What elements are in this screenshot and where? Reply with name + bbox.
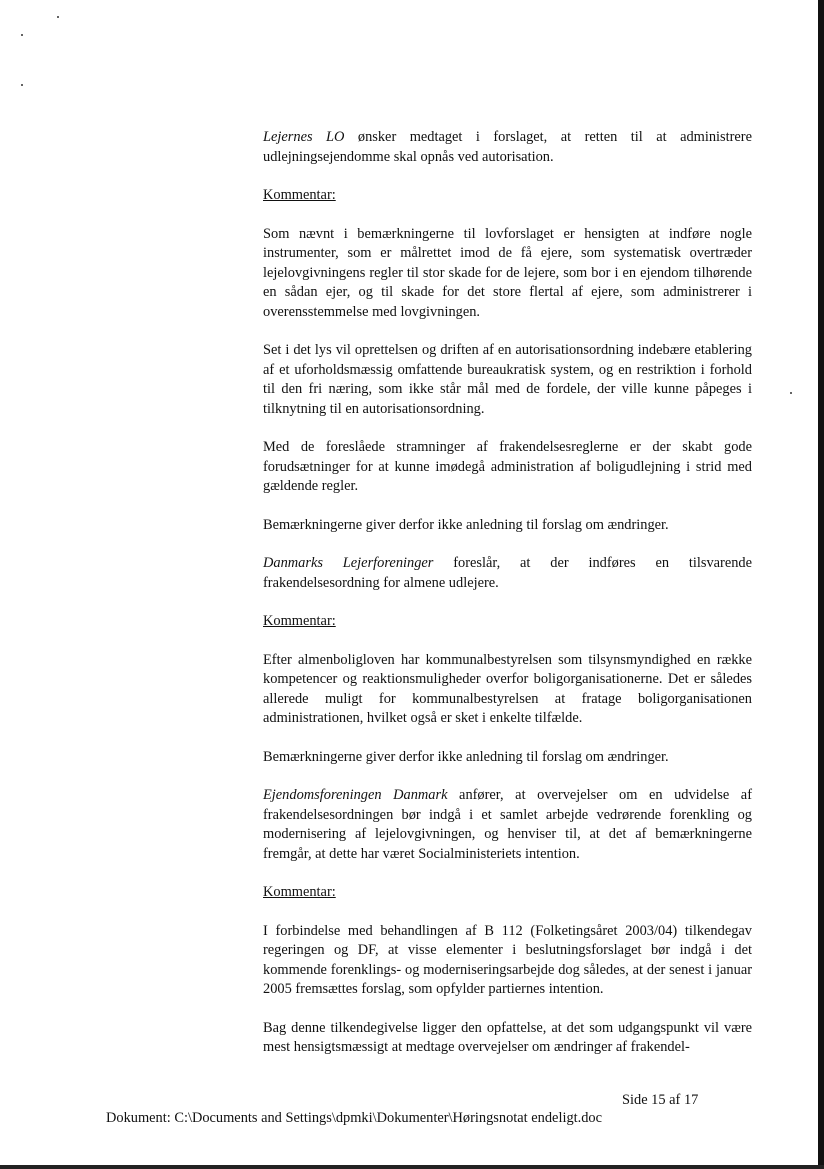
body-paragraph xyxy=(263,748,752,768)
scan-speck xyxy=(21,84,23,86)
section-heading: Kommentar: xyxy=(263,884,336,900)
body-paragraph xyxy=(263,922,752,1000)
paragraph-text: Som nævnt i bemærkningerne til lovforslaget er hensigten at indføre nogle instrumenter, som er målrettet imod de få ejere, som systematisk overtræder lejelovgivningens regler til stor skade for de lejere, som bor i en ejendom tilhørende en sådan ejer, og til skade for det store flertal af ejere, som administrerer i overensstemmelse med lovgivningen. xyxy=(263,225,752,320)
body-paragraph xyxy=(263,438,752,497)
organization-name: Danmarks Lejerforeninger xyxy=(263,555,434,571)
scan-border-right xyxy=(818,0,824,1169)
organization-name: Ejendomsforeningen Danmark xyxy=(263,787,448,803)
body-paragraph xyxy=(263,341,752,419)
page-number: Side 15 af 17 xyxy=(622,1092,699,1108)
document-path-footer: Dokument: C:\Documents and Settings\dpmki\Dokumenter\Høringsnotat endeligt.doc xyxy=(106,1110,603,1126)
paragraph-text: foreslår, at der indføres en tilsvarende frakendelsesordning for almene udlejere. xyxy=(263,555,752,591)
body-paragraph xyxy=(263,651,752,729)
paragraph-text: Bag denne tilkendegivelse ligger den opfattelse, at det som udgangspunkt vil være mest hensigtsmæssigt at medtage overvejelser om ændringer af frakendel- xyxy=(263,1019,752,1055)
scan-speck xyxy=(790,392,792,394)
body-paragraph xyxy=(263,128,752,167)
organization-name: Lejernes LO xyxy=(263,129,345,145)
body-paragraph xyxy=(263,225,752,323)
scan-speck xyxy=(57,16,59,18)
paragraph-text: Bemærkningerne giver derfor ikke anledning til forslag om ændringer. xyxy=(263,516,669,533)
body-paragraph xyxy=(263,1019,752,1058)
paragraph-text: Set i det lys vil oprettelsen og driften af en autorisationsordning indebære etablering af et uforholdsmæssig omfattende bureaukratisk system, og en restriktion i forhold til den fri næring, som ikke står mål med de fordele, der ville kunne påpeges i tilknytning til en autorisationsordning. xyxy=(263,342,752,417)
section-heading: Kommentar: xyxy=(263,187,336,203)
body-paragraph xyxy=(263,786,752,864)
body-paragraph xyxy=(263,516,752,536)
section-heading: Kommentar: xyxy=(263,613,336,629)
scan-border-bottom xyxy=(0,1165,824,1169)
paragraph-text: ønsker medtaget i forslaget, at retten til at administrere udlejningsejendomme skal opnås ved autorisation. xyxy=(263,129,752,165)
document-body xyxy=(263,128,752,1077)
paragraph-text: I forbindelse med behandlingen af B 112 (Folketingsåret 2003/04) tilkendegav regeringen og DF, at visse elementer i beslutningsforslaget bør indgå i det kommende forenklings- og moderniseringsarbejde dog således, at der senest i januar 2005 fremsættes forslag, som opfylder partiernes intention. xyxy=(263,922,752,997)
paragraph-text: Med de foreslåede stramninger af frakendelsesreglerne er der skabt gode forudsætninger for at kunne imødegå administration af boligudlejning i strid med gældende regler. xyxy=(263,439,752,494)
scan-speck xyxy=(21,34,23,36)
paragraph-text: anfører, at overvejelser om en udvidelse af frakendelsesordningen bør indgå i et samlet arbejde vedrørende forenkling og modernisering af lejelovgivningen, og henviser til, at det af bemærkningerne fremgår, at dette har været Socialministeriets intention. xyxy=(263,787,752,862)
paragraph-text: Efter almenboligloven har kommunalbestyrelsen som tilsynsmyndighed en række kompetencer og reaktionsmuligheder overfor boligorganisationerne. Det er således allerede muligt for kommunalbestyrelsen at fratage boligorganisationen administrationen, hvilket også er sket i enkelte tilfælde. xyxy=(263,651,752,726)
paragraph-text: Bemærkningerne giver derfor ikke anledning til forslag om ændringer. xyxy=(263,748,669,765)
body-paragraph xyxy=(263,554,752,593)
